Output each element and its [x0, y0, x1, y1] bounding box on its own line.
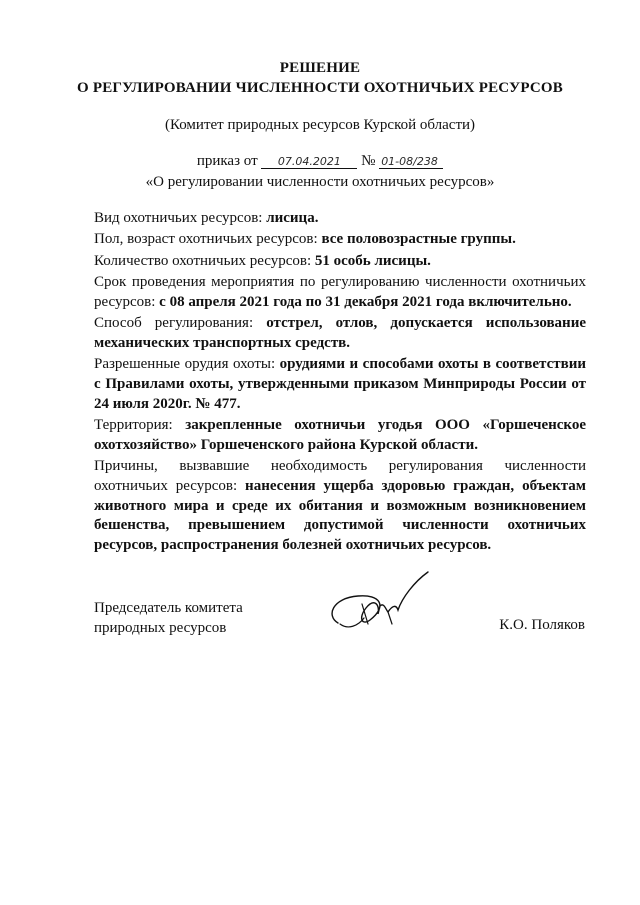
field-label: Способ регулирования: — [94, 314, 254, 331]
signatory-position-line2: природных ресурсов — [94, 620, 227, 636]
field-label: Разрешенные орудия охоты: — [94, 356, 276, 373]
field-value: орудиями и способами охоты в соответствии с Правилами охоты, утвержденными приказом Минприроды России от 24 июля 2020г. № 477. — [94, 356, 587, 412]
document-subtitle: О РЕГУЛИРОВАНИИ ЧИСЛЕННОСТИ ОХОТНИЧЬИХ РЕСУРСОВ — [77, 80, 563, 96]
field-label: Срок проведения мероприятия по регулированию численности охотничьих ресурсов: — [94, 273, 586, 310]
decision-body — [94, 209, 586, 558]
handwritten-signature-icon — [318, 568, 438, 648]
signatory-position — [94, 598, 243, 638]
order-number-handwritten: 01-08/238 — [379, 155, 443, 169]
order-date-handwritten: 07.04.2021 — [261, 155, 357, 169]
order-number-label: № — [361, 153, 376, 169]
field-label: Вид охотничьих ресурсов: — [94, 210, 263, 226]
field-value: нанесения ущерба здоровью граждан, объектам животного мира и среде их обитания и возможным возникновением бешенства, превышением допустимой численности охотничьих ресурсов, распространения болезней охотничьих ресурсов. — [94, 477, 587, 554]
field-value: отстрел, отлов, допускается использование механических транспортных средств. — [94, 314, 587, 351]
order-reference — [0, 153, 640, 170]
field-value: лисица. — [266, 210, 319, 226]
field-label: Количество охотничьих ресурсов: — [94, 252, 312, 269]
field-method — [94, 314, 586, 354]
committee-name: (Комитет природных ресурсов Курской области) — [164, 117, 476, 133]
signatory-name: К.О. Поляков — [499, 617, 585, 633]
field-species — [94, 209, 586, 229]
field-label: Причины, вызвавшие необходимость регулирования численности охотничьих ресурсов: — [94, 458, 586, 494]
field-value: закрепленные охотничьи угодья ООО «Горшеченское охотхозяйство» Горшеченского района Курской области. — [94, 416, 586, 453]
field-value: с 08 апреля 2021 года по 31 декабря 2021 года включительно. — [159, 293, 572, 310]
signatory-position-line1: Председатель комитета — [94, 600, 243, 616]
field-quantity — [94, 252, 586, 272]
field-weapons — [94, 355, 586, 414]
field-value: 51 особь лисицы. — [314, 252, 431, 269]
field-label: Пол, возраст охотничьих ресурсов: — [94, 231, 318, 248]
document-title: РЕШЕНИЕ — [279, 60, 361, 76]
field-period — [94, 273, 586, 313]
field-territory — [94, 416, 586, 456]
field-value: все половозрастные группы. — [321, 231, 516, 248]
field-reasons — [94, 457, 586, 556]
field-label: Территория: — [94, 416, 173, 433]
order-prefix: приказ от — [196, 153, 258, 169]
order-name: «О регулировании численности охотничьих ресурсов» — [145, 174, 495, 190]
field-sex-age — [94, 230, 586, 250]
